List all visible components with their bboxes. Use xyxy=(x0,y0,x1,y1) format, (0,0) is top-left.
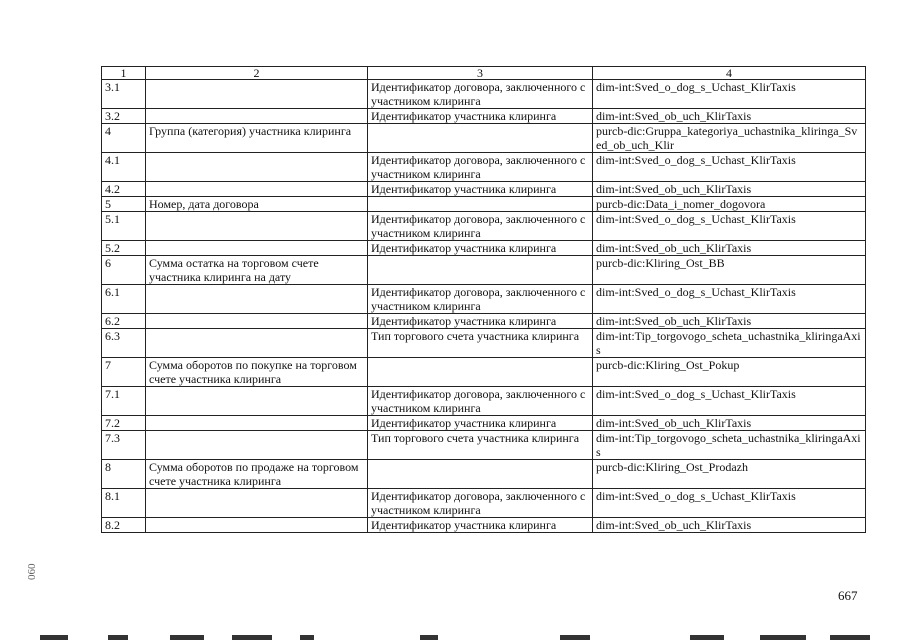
page-number: 667 xyxy=(838,588,858,603)
table-body xyxy=(102,80,866,533)
table-row xyxy=(102,256,866,285)
row-code: dim-int:Sved_o_dog_s_Uchast_KlirTaxis xyxy=(593,212,866,241)
row-name xyxy=(146,387,368,416)
row-name: Сумма оборотов по продаже на торговом счете участника клиринга xyxy=(146,460,368,489)
row-identifier: Идентификатор договора, заключенного с участником клиринга xyxy=(368,153,593,182)
row-code: dim-int:Tip_torgovogo_scheta_uchastnika_kliringaAxis xyxy=(593,431,866,460)
row-code: purcb-dic:Kliring_Ost_Prodazh xyxy=(593,460,866,489)
table-row xyxy=(102,182,866,197)
table-row xyxy=(102,489,866,518)
table-row xyxy=(102,109,866,124)
table-row xyxy=(102,416,866,431)
row-identifier: Тип торгового счета участника клиринга xyxy=(368,431,593,460)
row-name xyxy=(146,182,368,197)
row-name: Сумма остатка на торговом счете участника клиринга на дату xyxy=(146,256,368,285)
row-name xyxy=(146,212,368,241)
table-row xyxy=(102,460,866,489)
row-number: 5.1 xyxy=(102,212,146,241)
row-identifier: Идентификатор участника клиринга xyxy=(368,314,593,329)
row-code: dim-int:Sved_ob_uch_KlirTaxis xyxy=(593,182,866,197)
row-name xyxy=(146,109,368,124)
table-row xyxy=(102,358,866,387)
row-identifier: Идентификатор участника клиринга xyxy=(368,182,593,197)
row-identifier xyxy=(368,256,593,285)
row-number: 6 xyxy=(102,256,146,285)
row-name xyxy=(146,241,368,256)
table-row xyxy=(102,212,866,241)
row-identifier: Идентификатор договора, заключенного с участником клиринга xyxy=(368,80,593,109)
row-code: dim-int:Sved_ob_uch_KlirTaxis xyxy=(593,109,866,124)
header-col-3: 3 xyxy=(368,67,593,80)
row-code: dim-int:Sved_ob_uch_KlirTaxis xyxy=(593,314,866,329)
row-number: 6.1 xyxy=(102,285,146,314)
row-identifier: Идентификатор участника клиринга xyxy=(368,518,593,533)
row-identifier: Идентификатор участника клиринга xyxy=(368,416,593,431)
row-number: 6.2 xyxy=(102,314,146,329)
row-number: 5.2 xyxy=(102,241,146,256)
row-name xyxy=(146,518,368,533)
row-code: dim-int:Tip_torgovogo_scheta_uchastnika_kliringaAxis xyxy=(593,329,866,358)
row-code: dim-int:Sved_o_dog_s_Uchast_KlirTaxis xyxy=(593,153,866,182)
row-name: Группа (категория) участника клиринга xyxy=(146,124,368,153)
table-row xyxy=(102,387,866,416)
row-identifier xyxy=(368,124,593,153)
row-identifier: Идентификатор договора, заключенного с участником клиринга xyxy=(368,212,593,241)
row-code: dim-int:Sved_ob_uch_KlirTaxis xyxy=(593,241,866,256)
row-code: purcb-dic:Gruppa_kategoriya_uchastnika_kliringa_Sved_ob_uch_Klir xyxy=(593,124,866,153)
row-number: 8.1 xyxy=(102,489,146,518)
row-name xyxy=(146,489,368,518)
row-identifier: Тип торгового счета участника клиринга xyxy=(368,329,593,358)
row-name xyxy=(146,431,368,460)
table-row xyxy=(102,124,866,153)
row-code: purcb-dic:Kliring_Ost_BB xyxy=(593,256,866,285)
row-name xyxy=(146,329,368,358)
row-number: 4.1 xyxy=(102,153,146,182)
row-name xyxy=(146,314,368,329)
row-identifier xyxy=(368,197,593,212)
row-identifier: Идентификатор участника клиринга xyxy=(368,241,593,256)
margin-mark: 060 xyxy=(26,563,38,581)
row-name xyxy=(146,416,368,431)
row-name xyxy=(146,80,368,109)
data-table xyxy=(101,66,866,533)
table-row xyxy=(102,80,866,109)
header-col-2: 2 xyxy=(146,67,368,80)
row-number: 8 xyxy=(102,460,146,489)
table-row xyxy=(102,431,866,460)
row-identifier xyxy=(368,460,593,489)
row-code: dim-int:Sved_o_dog_s_Uchast_KlirTaxis xyxy=(593,387,866,416)
row-code: dim-int:Sved_o_dog_s_Uchast_KlirTaxis xyxy=(593,285,866,314)
row-number: 6.3 xyxy=(102,329,146,358)
row-number: 4 xyxy=(102,124,146,153)
row-number: 4.2 xyxy=(102,182,146,197)
row-number: 5 xyxy=(102,197,146,212)
row-number: 7 xyxy=(102,358,146,387)
row-code: dim-int:Sved_ob_uch_KlirTaxis xyxy=(593,416,866,431)
bottom-scan-artifact xyxy=(0,633,905,640)
row-name: Сумма оборотов по покупке на торговом счете участника клиринга xyxy=(146,358,368,387)
row-name xyxy=(146,285,368,314)
row-code: dim-int:Sved_o_dog_s_Uchast_KlirTaxis xyxy=(593,489,866,518)
row-code: purcb-dic:Kliring_Ost_Pokup xyxy=(593,358,866,387)
row-identifier: Идентификатор договора, заключенного с участником клиринга xyxy=(368,387,593,416)
row-identifier: Идентификатор участника клиринга xyxy=(368,109,593,124)
row-identifier: Идентификатор договора, заключенного с участником клиринга xyxy=(368,285,593,314)
table-row xyxy=(102,153,866,182)
table-row xyxy=(102,241,866,256)
table-row xyxy=(102,329,866,358)
row-code: dim-int:Sved_ob_uch_KlirTaxis xyxy=(593,518,866,533)
row-code: purcb-dic:Data_i_nomer_dogovora xyxy=(593,197,866,212)
header-col-4: 4 xyxy=(593,67,866,80)
row-identifier: Идентификатор договора, заключенного с участником клиринга xyxy=(368,489,593,518)
row-number: 8.2 xyxy=(102,518,146,533)
row-number: 7.3 xyxy=(102,431,146,460)
header-row xyxy=(102,67,866,80)
table-row xyxy=(102,314,866,329)
row-name: Номер, дата договора xyxy=(146,197,368,212)
table-row xyxy=(102,518,866,533)
table-row xyxy=(102,285,866,314)
row-number: 3.2 xyxy=(102,109,146,124)
row-number: 7.1 xyxy=(102,387,146,416)
row-number: 3.1 xyxy=(102,80,146,109)
row-code: dim-int:Sved_o_dog_s_Uchast_KlirTaxis xyxy=(593,80,866,109)
row-number: 7.2 xyxy=(102,416,146,431)
table-row xyxy=(102,197,866,212)
header-col-1: 1 xyxy=(102,67,146,80)
row-name xyxy=(146,153,368,182)
row-identifier xyxy=(368,358,593,387)
